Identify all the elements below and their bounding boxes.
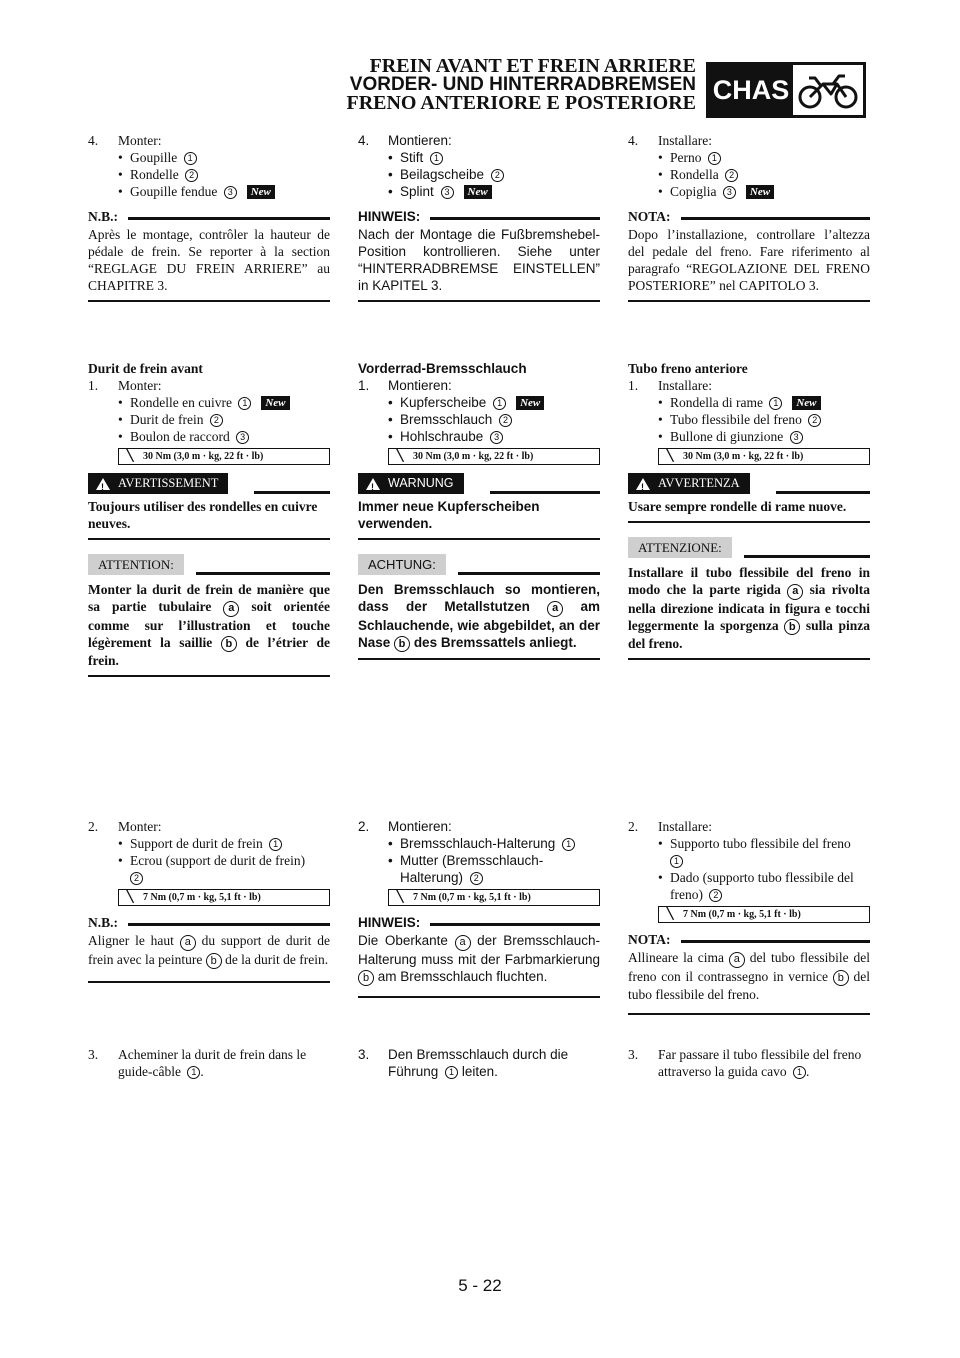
section-heading: Tubo freno anteriore (628, 361, 748, 376)
motorcycle-icon (793, 65, 863, 115)
torque-spec (658, 448, 870, 465)
part-item: Supporto tubo flessibile del freno (670, 836, 851, 851)
callout-number: 1 (562, 838, 575, 851)
caution-text-part: soit orientée comme sur l’illustration et touche légèrement la saillie (88, 599, 330, 650)
callout-number: 3 (490, 431, 503, 444)
header-title-de: VORDER- UND HINTERRADBREMSEN (349, 74, 696, 95)
callout-number: 2 (130, 872, 143, 885)
note-label: NOTA: (628, 209, 671, 224)
caution-text-part: am Schlauchende, wie abgebildet, an der Nase (358, 599, 600, 650)
step-title: Montieren: (388, 133, 452, 148)
bullet: • (118, 395, 123, 410)
bullet: • (388, 150, 393, 165)
callout-letter: a (223, 601, 239, 617)
new-part-badge: New (247, 185, 275, 199)
caution-text-part: Installare il tubo flessibile del freno in modo che la parte rigida (628, 565, 870, 597)
new-part-badge: New (516, 396, 544, 410)
part-item: Bullone di giunzione (670, 429, 784, 444)
callout-number: 1 (708, 152, 721, 165)
bullet: • (118, 412, 123, 427)
step-3-block (628, 1046, 870, 1080)
torque-value: 30 Nm (3,0 m · kg, 22 ft · lb) (413, 451, 534, 462)
part-item: Ecrou (support de durit de frein) (130, 853, 306, 868)
warning-icon (636, 478, 650, 490)
warning-label: AVERTISSEMENT (118, 476, 219, 490)
callout-number: 1 (430, 152, 443, 165)
caution-text-part: sulla pinza del freno. (628, 617, 870, 651)
step-number: 1. (358, 378, 370, 393)
part-item: Copiglia (670, 184, 717, 199)
step-title: Monter: (118, 133, 162, 148)
step-4-block (628, 132, 870, 302)
note-label: NOTA: (628, 932, 671, 947)
bullet: • (118, 150, 123, 165)
warning-text: Toujours utiliser des rondelles en cuivre neuves. (88, 499, 318, 531)
bullet: • (388, 412, 393, 427)
step-text-part: Acheminer la durit de frein dans le guide-câble (118, 1047, 307, 1079)
note-text-part: Die Oberkante (358, 933, 448, 948)
callout-letter: a (455, 935, 471, 951)
step-text-part: leiten. (461, 1064, 498, 1079)
part-item: Kupferscheibe (400, 395, 487, 410)
part-item: Perno (670, 150, 702, 165)
callout-number: 2 (470, 872, 483, 885)
torque-spec (388, 448, 600, 465)
torque-spec (118, 448, 330, 465)
step-title: Installare: (658, 819, 712, 834)
step-title: Installare: (658, 133, 712, 148)
step-4-block (88, 132, 330, 302)
step-2-block (628, 818, 870, 1015)
callout-number: 1 (269, 838, 282, 851)
callout-number: 1 (670, 855, 683, 868)
callout-number: 2 (725, 169, 738, 182)
bullet: • (118, 836, 123, 851)
step-text (388, 1046, 600, 1080)
warning-text: Usare sempre rondelle di rame nuove. (628, 499, 847, 514)
section-heading: Vorderrad-Bremsschlauch (358, 361, 527, 376)
callout-number: 3 (790, 431, 803, 444)
callout-number: 2 (808, 414, 821, 427)
note-text: Nach der Montage die Fußbremshebel-Position kontrollieren. Siehe unter “HINTERRADBREMSE EINSTELLEN” in KAPITEL 3. (358, 227, 600, 293)
warning-label: WARNUNG (388, 476, 454, 490)
part-item: Bremsschlauch-Halterung (400, 836, 556, 851)
torque-spec (658, 906, 870, 923)
caution-label: ATTENZIONE: (628, 537, 732, 558)
callout-letter: b (394, 636, 410, 652)
callout-number: 1 (493, 397, 506, 410)
warning-label: AVVERTENZA (658, 476, 740, 490)
callout-number: 2 (491, 169, 504, 182)
caution-label: ATTENTION: (88, 554, 184, 575)
part-item: Goupille (130, 150, 178, 165)
callout-letter: b (221, 636, 237, 652)
caution-text-part: des Bremssattels anliegt. (413, 634, 577, 650)
part-item: Rondelle (130, 167, 179, 182)
note-text-part: Aligner le haut (88, 933, 174, 948)
step-number: 4. (88, 133, 99, 148)
caution-text (358, 581, 600, 652)
note-text-part: del tubo flessibile del freno. (628, 968, 871, 1002)
part-item: Stift (400, 150, 424, 165)
new-part-badge: New (261, 396, 289, 410)
warning-icon (96, 478, 110, 490)
part-item: Durit de frein (130, 412, 204, 427)
wrench-icon: ╲ (666, 908, 674, 920)
front-hose-block (358, 360, 600, 660)
new-part-badge: New (792, 396, 820, 410)
page-number: 5 - 22 (458, 1276, 502, 1295)
note-text-part: de la durit de frein. (225, 951, 329, 967)
step-text-part: Den Bremsschlauch durch die Führung (388, 1047, 569, 1079)
note-text (628, 949, 870, 1003)
bullet: • (118, 184, 123, 199)
bullet: • (118, 429, 123, 444)
note-label: HINWEIS: (358, 915, 421, 930)
header-title-fr: FREIN AVANT ET FREIN ARRIERE (369, 55, 696, 77)
bullet: • (388, 395, 393, 410)
front-hose-block (628, 360, 870, 660)
callout-number: 1 (769, 397, 782, 410)
step-number: 3. (628, 1047, 639, 1062)
caution-label: ACHTUNG: (358, 554, 446, 575)
step-number: 2. (88, 819, 99, 834)
bullet: • (388, 167, 393, 182)
step-3-block (88, 1046, 330, 1080)
step-title: Montieren: (388, 378, 452, 393)
wrench-icon: ╲ (396, 450, 404, 462)
part-item: Support de durit de frein (130, 836, 263, 851)
part-item: Goupille fendue (130, 184, 218, 199)
note-text-part: du support de durit de frein avec la peinture (88, 933, 331, 967)
note-text-part: der Bremsschlauch-Halterung muss mit der Farbmarkierung (358, 933, 600, 967)
bullet: • (658, 412, 663, 427)
part-item: Rondelle en cuivre (130, 395, 232, 410)
caution-header (358, 554, 600, 575)
torque-spec (118, 889, 330, 906)
step-number: 4. (358, 133, 370, 148)
part-item: Splint (400, 184, 434, 199)
bullet: • (388, 836, 393, 851)
step-number: 2. (358, 819, 370, 834)
callout-number: 3 (224, 186, 237, 199)
callout-number: 1 (793, 1066, 806, 1079)
torque-value: 7 Nm (0,7 m · kg, 5,1 ft · lb) (413, 892, 531, 903)
part-item: Beilagscheibe (400, 167, 485, 182)
step-title: Monter: (118, 378, 162, 393)
part-item: Bremsschlauch (400, 412, 493, 427)
note-text-part: del tubo flessibile del freno con il contrassegno in vernice (628, 950, 871, 984)
warning-header (88, 473, 330, 494)
callout-number: 2 (185, 169, 198, 182)
warning-header (628, 473, 870, 494)
torque-value: 30 Nm (3,0 m · kg, 22 ft · lb) (143, 451, 264, 462)
bullet: • (658, 395, 663, 410)
section-heading: Durit de frein avant (88, 361, 203, 376)
note-text (88, 932, 330, 969)
bullet: • (658, 150, 663, 165)
step-number: 1. (88, 378, 99, 393)
torque-value: 7 Nm (0,7 m · kg, 5,1 ft · lb) (683, 909, 801, 920)
step-2-block (88, 818, 330, 983)
part-item: Hohlschraube (400, 429, 484, 444)
note-text-part: Allineare la cima (628, 950, 724, 965)
step-title: Monter: (118, 819, 162, 834)
callout-number: 1 (187, 1066, 200, 1079)
callout-number: 3 (236, 431, 249, 444)
caution-text (628, 564, 870, 652)
part-item: Rondella (670, 167, 719, 182)
wrench-icon: ╲ (126, 450, 134, 462)
part-item: Rondella di rame (670, 395, 763, 410)
torque-value: 30 Nm (3,0 m · kg, 22 ft · lb) (683, 451, 804, 462)
caution-header (88, 554, 330, 575)
wrench-icon: ╲ (396, 891, 404, 903)
caution-text (88, 581, 330, 669)
note-label: HINWEIS: (358, 209, 421, 224)
bullet: • (118, 853, 123, 868)
caution-text-part: Den Bremsschlauch so montieren, dass der Metallstutzen (358, 582, 600, 614)
caution-text-part: de l’étrier de frein. (88, 634, 331, 668)
new-part-badge: New (464, 185, 492, 199)
step-title: Montieren: (388, 819, 452, 834)
step-title: Installare: (658, 378, 712, 393)
step-text-part: Far passare il tubo flessibile del freno attraverso la guida cavo (658, 1047, 862, 1079)
callout-letter: b (358, 970, 374, 986)
note-text (358, 932, 600, 986)
callout-number: 3 (723, 186, 736, 199)
warning-icon (366, 478, 380, 490)
callout-letter: b (784, 619, 800, 635)
note-label: N.B.: (88, 209, 118, 224)
part-item: Dado (supporto tubo flessibile del freno) (670, 870, 854, 902)
step-number: 1. (628, 378, 639, 393)
callout-number: 2 (499, 414, 512, 427)
note-text-part: am Bremsschlauch fluchten. (377, 968, 548, 984)
note-label: N.B.: (88, 915, 118, 930)
bullet: • (388, 184, 393, 199)
callout-number: 1 (238, 397, 251, 410)
callout-letter: a (547, 601, 563, 617)
torque-value: 7 Nm (0,7 m · kg, 5,1 ft · lb) (143, 892, 261, 903)
bullet: • (658, 429, 663, 444)
note-text: Après le montage, contrôler la hauteur de pédale de frein. Se reporter à la section “REGLAGE DU FREIN ARRIERE” au CHAPITRE 3. (88, 227, 330, 293)
part-item: Boulon de raccord (130, 429, 230, 444)
bullet: • (118, 167, 123, 182)
warning-text: Immer neue Kupferscheiben verwenden. (358, 499, 540, 531)
front-hose-block (88, 360, 330, 677)
step-number: 4. (628, 133, 639, 148)
step-3-block (358, 1046, 600, 1080)
bullet: • (388, 853, 393, 868)
caution-header (628, 537, 870, 558)
new-part-badge: New (746, 185, 774, 199)
section-label: CHAS (709, 65, 793, 115)
callout-number: 2 (210, 414, 223, 427)
callout-letter: a (787, 584, 803, 600)
caution-text-part: sia rivolta nella direzione indicata in figura e tocchi leggermente la sporgenza (628, 582, 870, 633)
part-item: Tubo flessibile del freno (670, 412, 802, 427)
header-title-it: FRENO ANTERIORE E POSTERIORE (346, 92, 696, 114)
bullet: • (658, 836, 663, 851)
warning-header (358, 473, 600, 494)
callout-letter: a (180, 935, 196, 951)
step-text: Acheminer la durit de frein dans le guide-câble 1 . (118, 1047, 307, 1079)
callout-letter: b (206, 953, 222, 969)
bullet: • (658, 167, 663, 182)
note-text: Dopo l’installazione, controllare l’altezza del pedale del freno. Fare riferimento al paragrafo “REGOLAZIONE DEL FRENO POSTERIORE” nel CAPITOLO 3. (628, 227, 870, 293)
step-2-block (358, 818, 600, 998)
bullet: • (658, 184, 663, 199)
bullet: • (388, 429, 393, 444)
bullet: • (658, 870, 663, 885)
callout-number: 3 (441, 186, 454, 199)
callout-letter: a (729, 952, 745, 968)
section-badge (706, 62, 866, 118)
torque-spec (388, 889, 600, 906)
wrench-icon: ╲ (666, 450, 674, 462)
step-number: 2. (628, 819, 639, 834)
step-4-block (358, 132, 600, 302)
callout-number: 2 (709, 889, 722, 902)
wrench-icon: ╲ (126, 891, 134, 903)
step-number: 3. (358, 1047, 370, 1062)
callout-letter: b (833, 970, 849, 986)
caution-text-part: Monter la durit de frein de manière que sa partie tubulaire (88, 582, 330, 614)
step-number: 3. (88, 1047, 99, 1062)
step-text: Far passare il tubo flessibile del freno attraverso la guida cavo 1 . (658, 1047, 862, 1079)
callout-number: 1 (184, 152, 197, 165)
part-item: Mutter (Bremsschlauch-Halterung) (400, 853, 544, 885)
callout-number: 1 (445, 1066, 458, 1079)
